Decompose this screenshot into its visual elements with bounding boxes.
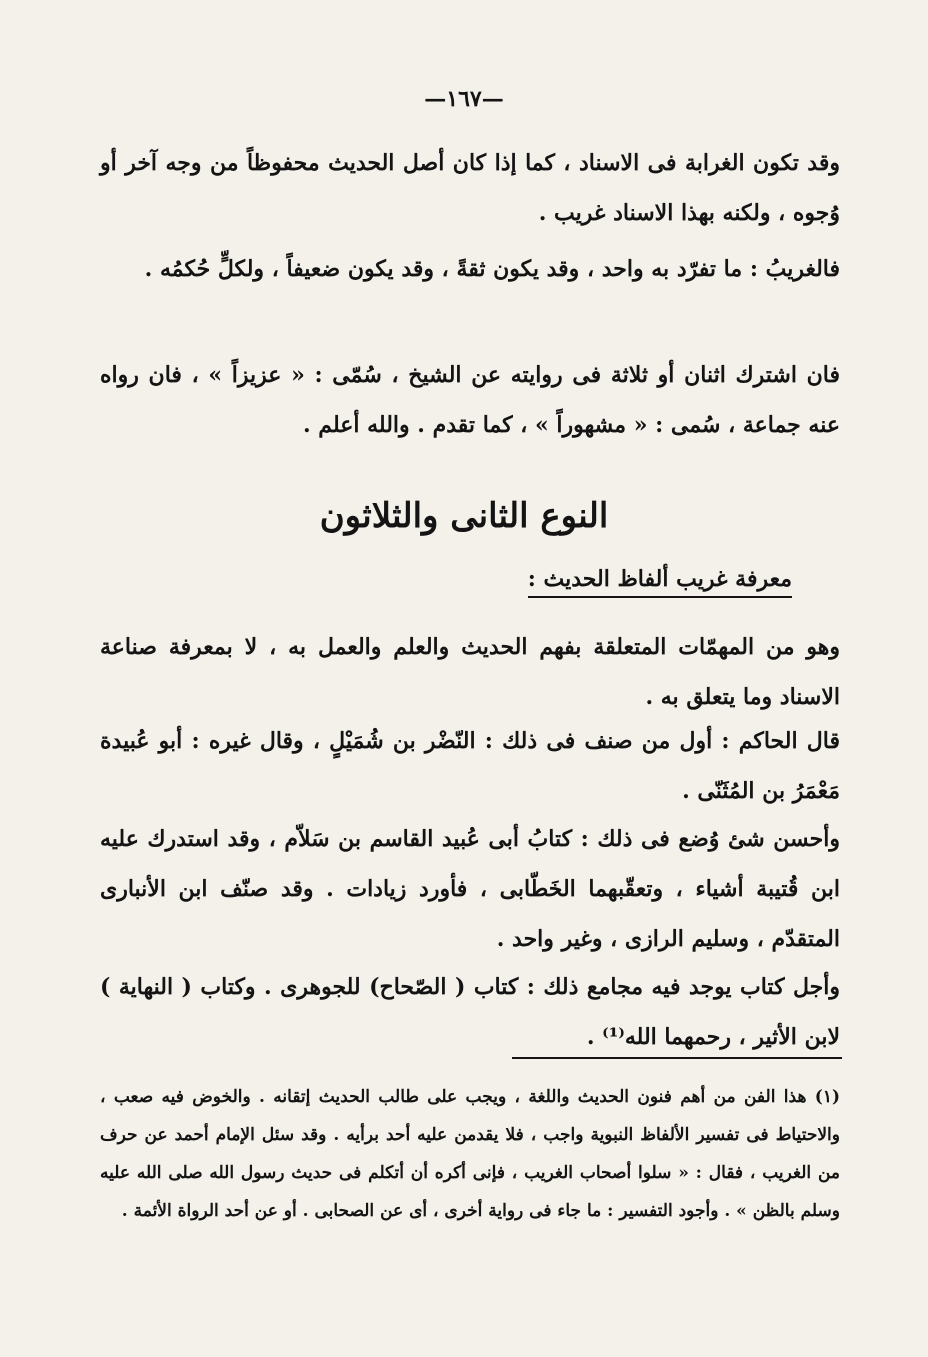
section-subheading: معرفة غريب ألفاظ الحديث :: [528, 566, 792, 598]
paragraph-best-books: وأحسن شئ وُضع فى ذلك : كتابُ أبى عُبيد القاسم بن سَلاّم ، وقد استدرك عليه ابن قُتيبة أشياء ، وتعقّبهما الخَطّابى ، فأورد زيادات . وقد صنّف ابن الأنبارى المتقدّم ، وسليم الرازى ، وغير واحد .: [100, 826, 840, 952]
footnote: [100, 1078, 840, 1230]
paragraph-gharib-definition: فالغريبُ : ما تفرّد به واحد ، وقد يكون ثقةً ، وقد يكون ضعيفاً ، ولكلٍّ حُكمُه .: [144, 256, 840, 282]
paragraph-importance: وهو من المهمّات المتعلقة بفهم الحديث والعلم والعمل به ، لا بمعرفة صناعة الاسناد وما يتعلق به .: [100, 634, 840, 710]
paragraph-aziz-mashhur: فان اشترك اثنان أو ثلاثة فى روايته عن الشيخ ، سُمّى : « عزيزاً » ، فان رواه عنه جماعة ، سُمى : « مشهوراً » ، كما تقدم . والله أعلم .: [100, 362, 840, 438]
footnote-text: هذا الفن من أهم فنون الحديث واللغة ، ويجب على طالب الحديث إتقانه . والخوض فيه صعب ، والاحتياط فى تفسير الألفاظ النبوية واجب ، فلا يقدمن عليه أحد برأيه . وقد سئل الإمام أحمد عن حرف من الغريب ، فقال : « سلوا أصحاب الغريب ، فإنى أكره أن أتكلم فى حديث رسول الله صلى الله عليه وسلم بالظن » . وأجود التفسير : ما جاء فى رواية أخرى ، أى عن الصحابى . أو عن أحد الرواة الأئمة .: [100, 1087, 840, 1221]
paragraph-major-books: وأجل كتاب يوجد فيه مجامع ذلك : كتاب ( الصّحاح) للجوهرى . وكتاب ( النهاية ) لابن الأثير ، رحمهما الله⁽¹⁾ .: [100, 974, 840, 1050]
section-heading: النوع الثانى والثلاثون: [319, 496, 609, 536]
paragraph-gharaba: وقد تكون الغرابة فى الاسناد ، كما إذا كان أصل الحديث محفوظاً من وجه آخر أو وُجوه ، ولكنه بهذا الاسناد غريب .: [100, 150, 840, 226]
paragraph-first-authors: قال الحاكم : أول من صنف فى ذلك : النّضْر بن شُمَيْلٍ ، وقال غيره : أبو عُبيدة مَعْمَرُ بن المُثَنّى .: [100, 728, 840, 804]
footnote-marker: (١): [814, 1087, 840, 1107]
footnote-separator: [512, 1057, 842, 1059]
page-number: —١٦٧—: [424, 86, 504, 112]
